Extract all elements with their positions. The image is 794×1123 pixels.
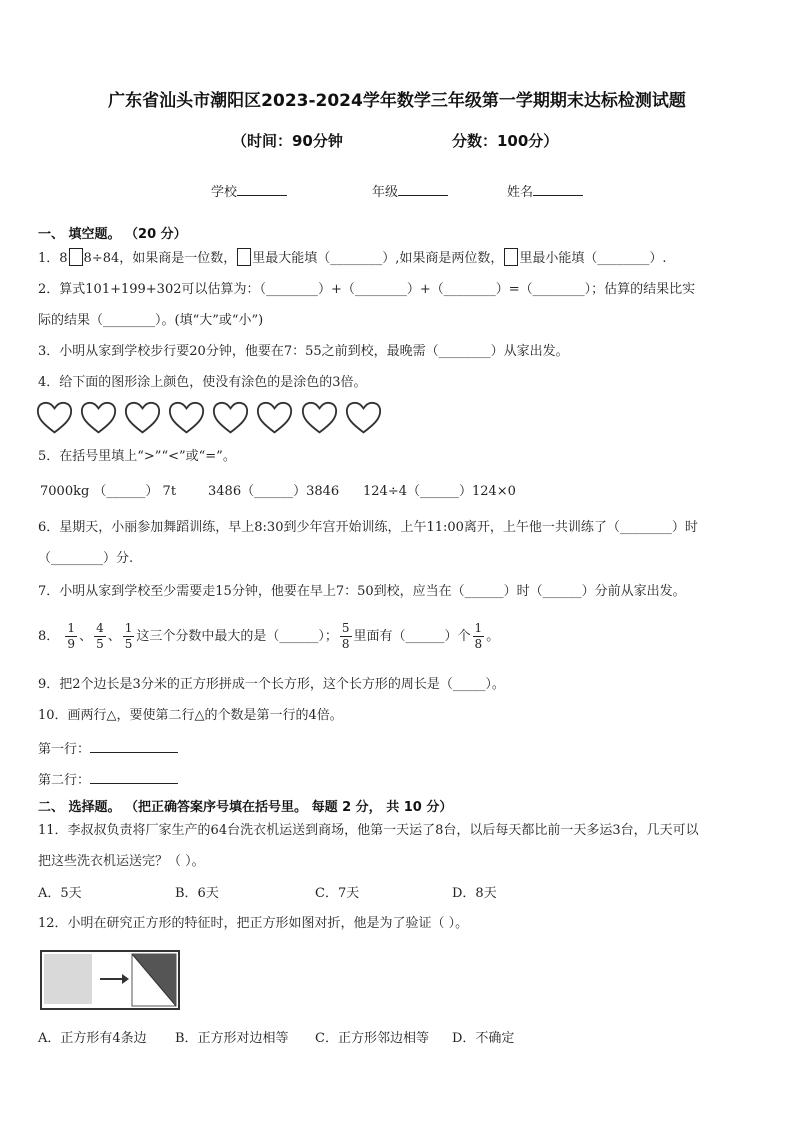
fraction-denominator: 5 <box>124 637 133 651</box>
question-6-line-2: （________）分. <box>38 551 134 566</box>
q11-option-a[interactable]: A．5天 <box>38 886 82 901</box>
question-3: 3．小明从家到学校步行要20分钟，他要在7：55之前到校，最晚需（________）从家出发。 <box>38 344 569 359</box>
q12-option-b[interactable]: B．正方形对边相等 <box>175 1031 289 1046</box>
question-2-line-2: 际的结果（________）。(填“大”或“小”) <box>38 313 264 328</box>
section-2-title: 二、 选择题。 （把正确答案序号填在括号里。 每题 2 分， 共 10 分） <box>38 800 453 815</box>
fraction <box>340 621 352 652</box>
question-6-line-1: 6．星期天，小丽参加舞蹈训练，早上8:30到少年宫开始训练，上午11:00离开，上午他一共训练了（________）时 <box>38 520 698 535</box>
heart-icon[interactable] <box>80 400 117 437</box>
q8-sep: 、 <box>79 629 93 644</box>
question-2-line-1: 2．算式101+199+302可以估算为：（________）+（________）+（________）=（________）；估算的结果比实 <box>38 282 696 297</box>
q1-part-c: 里最大能填（________）,如果商是两位数， <box>252 251 504 266</box>
q10-row-2-label: 第二行： <box>38 773 91 788</box>
heart-row <box>36 400 384 441</box>
name-label: 姓名 <box>507 185 534 200</box>
question-5: 5．在括号里填上“>”“<”或“=”。 <box>38 449 236 464</box>
q1-part-a: 1．8 <box>38 251 68 266</box>
q12-option-a[interactable]: A．正方形有4条边 <box>38 1031 147 1046</box>
q10-row-1-blank[interactable] <box>90 738 178 753</box>
q10-row-1 <box>38 738 178 760</box>
q5-compare-2: 3486（______）3846 <box>208 484 340 499</box>
exam-score: 分数：100分） <box>452 132 559 150</box>
q8-mid: 这三个分数中最大的是（______）； <box>136 629 338 644</box>
q10-row-1-label: 第一行： <box>38 742 91 757</box>
q1-box-1[interactable] <box>69 248 83 266</box>
question-8 <box>38 618 499 656</box>
question-11-line-2: 把这些洗衣机运送完？（ ）。 <box>38 854 205 869</box>
heart-icon[interactable] <box>124 400 161 437</box>
question-12: 12．小明在研究正方形的特征时，把正方形如图对折，他是为了验证（ ）。 <box>38 916 469 931</box>
q10-row-2-blank[interactable] <box>90 769 178 784</box>
arrow-icon <box>122 974 129 984</box>
fraction <box>473 621 485 652</box>
grade-field <box>372 181 448 200</box>
q11-option-d[interactable]: D．8天 <box>452 886 497 901</box>
q12-option-c[interactable]: C．正方形邻边相等 <box>315 1031 429 1046</box>
q8-mid2: 里面有（______）个 <box>353 629 471 644</box>
fraction-numerator: 1 <box>124 621 133 635</box>
q1-part-d: 里最小能填（________）. <box>519 251 667 266</box>
heart-icon[interactable] <box>301 400 338 437</box>
q10-row-2 <box>38 769 178 791</box>
question-7: 7．小明从家到学校至少需要走15分钟，他要在早上7：50到校，应当在（______）时（______）分前从家出发。 <box>38 584 686 599</box>
grade-blank[interactable] <box>398 182 448 196</box>
fraction-denominator: 9 <box>67 637 76 651</box>
grade-label: 年级 <box>372 185 399 200</box>
fraction-denominator: 8 <box>341 637 350 651</box>
fraction-numerator: 1 <box>474 621 483 635</box>
fraction-denominator: 8 <box>474 637 483 651</box>
school-label: 学校 <box>211 185 238 200</box>
fraction <box>65 621 77 652</box>
question-10: 10．画两行△，要使第二行△的个数是第一行的4倍。 <box>38 708 343 723</box>
square-fold-diagram <box>42 952 178 1008</box>
heart-icon[interactable] <box>212 400 249 437</box>
heart-icon[interactable] <box>345 400 382 437</box>
school-field <box>211 181 287 200</box>
fraction <box>123 621 135 652</box>
q5-compare-3: 124÷4（______）124×0 <box>363 484 516 499</box>
name-blank[interactable] <box>533 182 583 196</box>
question-11-line-1: 11．李叔叔负责将厂家生产的64台洗衣机运送到商场，他第一天运了8台，以后每天都比前一天多运3台，几天可以 <box>38 823 699 838</box>
fraction-numerator: 4 <box>96 621 104 635</box>
square-shape <box>44 954 92 1004</box>
heart-icon[interactable] <box>168 400 205 437</box>
q12-option-d[interactable]: D．不确定 <box>452 1031 515 1046</box>
fraction-numerator: 5 <box>341 621 350 635</box>
section-1-title: 一、 填空题。 （20 分） <box>38 227 187 242</box>
heart-icon[interactable] <box>36 400 73 437</box>
page-title: 广东省汕头市潮阳区2023-2024学年数学三年级第一学期期末达标检测试题 <box>108 91 686 111</box>
question-9: 9．把2个边长是3分米的正方形拼成一个长方形，这个长方形的周长是（_____）。 <box>38 677 505 692</box>
q1-box-3[interactable] <box>504 248 518 266</box>
name-field <box>507 181 583 200</box>
school-blank[interactable] <box>237 182 287 196</box>
fraction <box>94 621 106 652</box>
fraction-denominator: 5 <box>96 637 104 651</box>
q1-part-b: 8÷84，如果商是一位数， <box>83 251 237 266</box>
exam-time: （时间：90分钟 <box>232 132 343 150</box>
q11-option-c[interactable]: C．7天 <box>315 886 360 901</box>
q1-box-2[interactable] <box>237 248 251 266</box>
fraction-numerator: 1 <box>67 621 76 635</box>
question-1 <box>38 248 667 269</box>
square-fold-figure <box>40 950 180 1010</box>
question-4: 4．给下面的图形涂上颜色，使没有涂色的是涂色的3倍。 <box>38 375 367 390</box>
q11-option-b[interactable]: B．6天 <box>175 886 219 901</box>
heart-icon[interactable] <box>256 400 293 437</box>
q8-sep: 、 <box>107 629 121 644</box>
q8-prefix: 8． <box>38 629 60 644</box>
q8-end: 。 <box>486 629 500 644</box>
q5-compare-1: 7000kg （______） 7t <box>40 484 177 499</box>
